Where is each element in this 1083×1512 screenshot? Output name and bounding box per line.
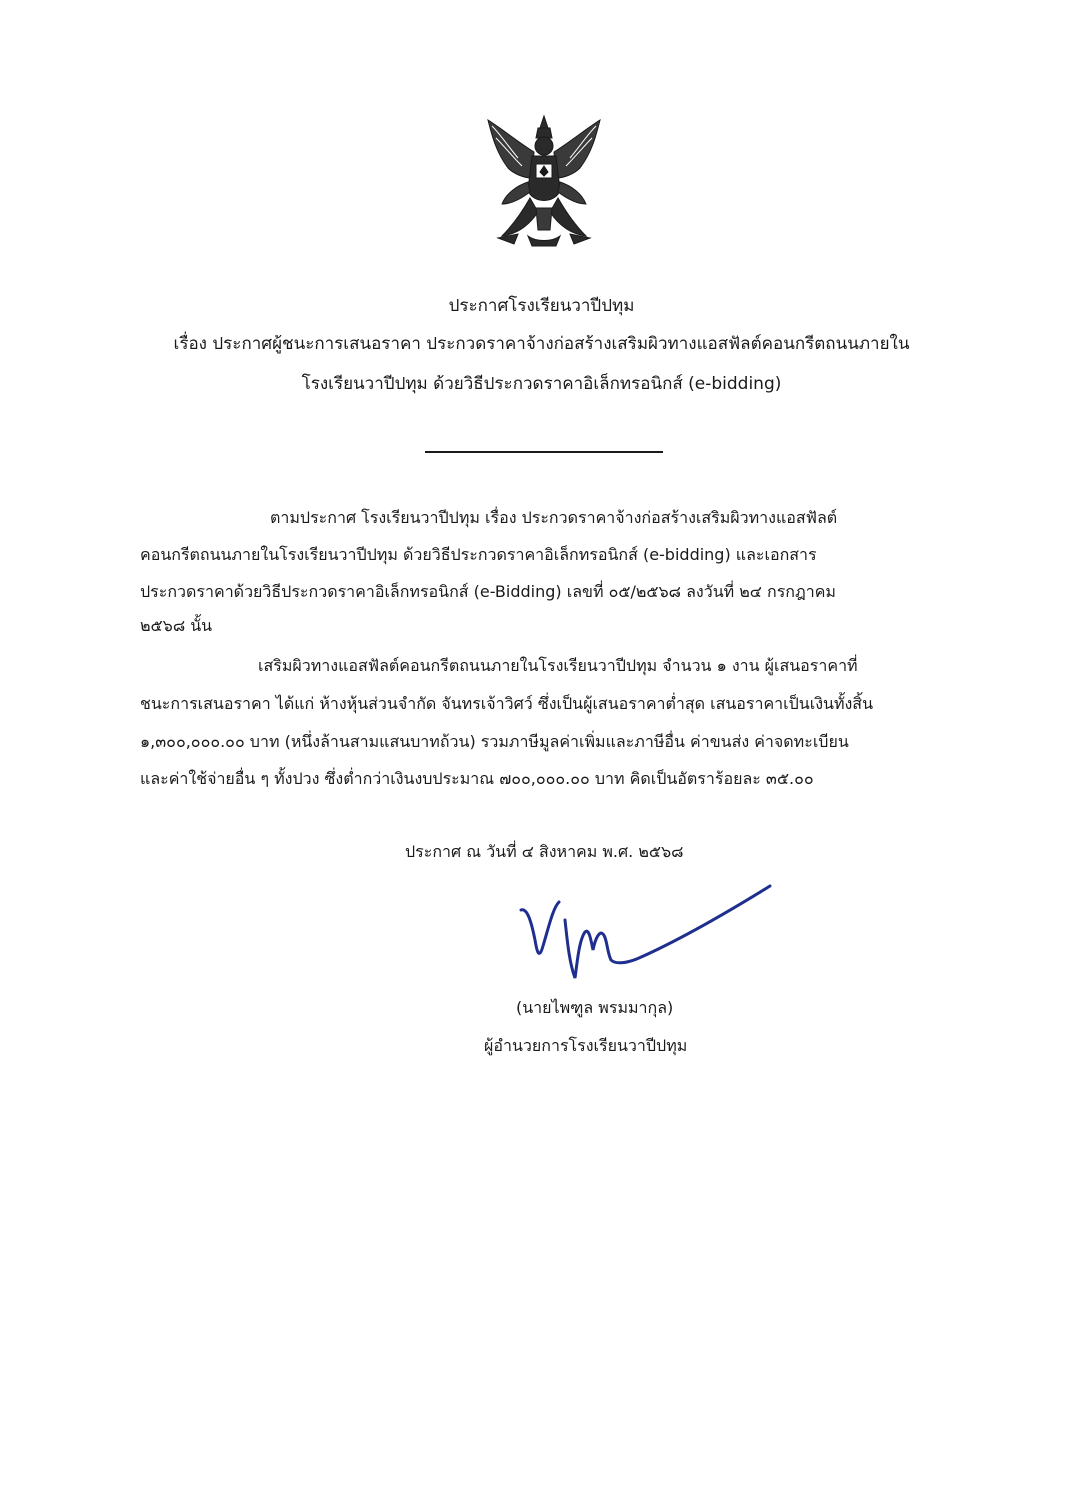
signature-image [515,880,775,980]
signer-title: ผู้อำนวยการโรงเรียนวาปีปทุม [484,1036,688,1055]
paragraph-2-line-2: ชนะการเสนอราคา ได้แก่ ห้างหุ้นส่วนจำกัด จันทรเจ้าวิศว์ ซึ่งเป็นผู้เสนอราคาต่ำสุด เสนอราคาเป็นเงินทั้งสิ้น [140,694,874,713]
garuda-emblem-icon [478,112,610,248]
paragraph-1-line-4: ๒๕๖๘ นั้น [140,616,213,635]
signer-name: (นายไพฑูล พรมมากุล) [516,998,674,1017]
paragraph-1-line-1: ตามประกาศ โรงเรียนวาปีปทุม เรื่อง ประกวดราคาจ้างก่อสร้างเสริมผิวทางแอสฟัลต์ [270,508,838,527]
announcement-date: ประกาศ ณ วันที่ ๔ สิงหาคม พ.ศ. ๒๕๖๘ [405,842,684,861]
announcement-subject-line-2: โรงเรียนวาปีปทุม ด้วยวิธีประกวดราคาอิเล็กทรอนิกส์ (e-bidding) [301,374,782,394]
paragraph-1-line-3: ประกวดราคาด้วยวิธีประกวดราคาอิเล็กทรอนิกส์ (e-Bidding) เลขที่ ๐๕/๒๕๖๘ ลงวันที่ ๒๔ กรกฎาคม [140,582,836,601]
paragraph-2-line-1: เสริมผิวทางแอสฟัลต์คอนกรีตถนนภายในโรงเรียนวาปีปทุม จำนวน ๑ งาน ผู้เสนอราคาที่ [258,656,858,675]
announcement-subject-line-1: เรื่อง ประกาศผู้ชนะการเสนอราคา ประกวดราคาจ้างก่อสร้างเสริมผิวทางแอสฟัลต์คอนกรีตถนนภายใน [173,334,910,354]
announcement-title: ประกาศโรงเรียนวาปีปทุม [448,296,635,316]
title-divider [425,451,663,453]
paragraph-1-line-2: คอนกรีตถนนภายในโรงเรียนวาปีปทุม ด้วยวิธีประกวดราคาอิเล็กทรอนิกส์ (e-bidding) และเอกสาร [140,545,817,564]
paragraph-2-line-4: และค่าใช้จ่ายอื่น ๆ ทั้งปวง ซึ่งต่ำกว่าเงินงบประมาณ ๗๐๐,๐๐๐.๐๐ บาท คิดเป็นอัตราร้อยละ ๓๕.๐๐ [140,769,814,788]
paragraph-2-line-3: ๑,๓๐๐,๐๐๐.๐๐ บาท (หนึ่งล้านสามแสนบาทถ้วน) รวมภาษีมูลค่าเพิ่มและภาษีอื่น ค่าขนส่ง ค่าจดทะเบียน [140,732,849,751]
